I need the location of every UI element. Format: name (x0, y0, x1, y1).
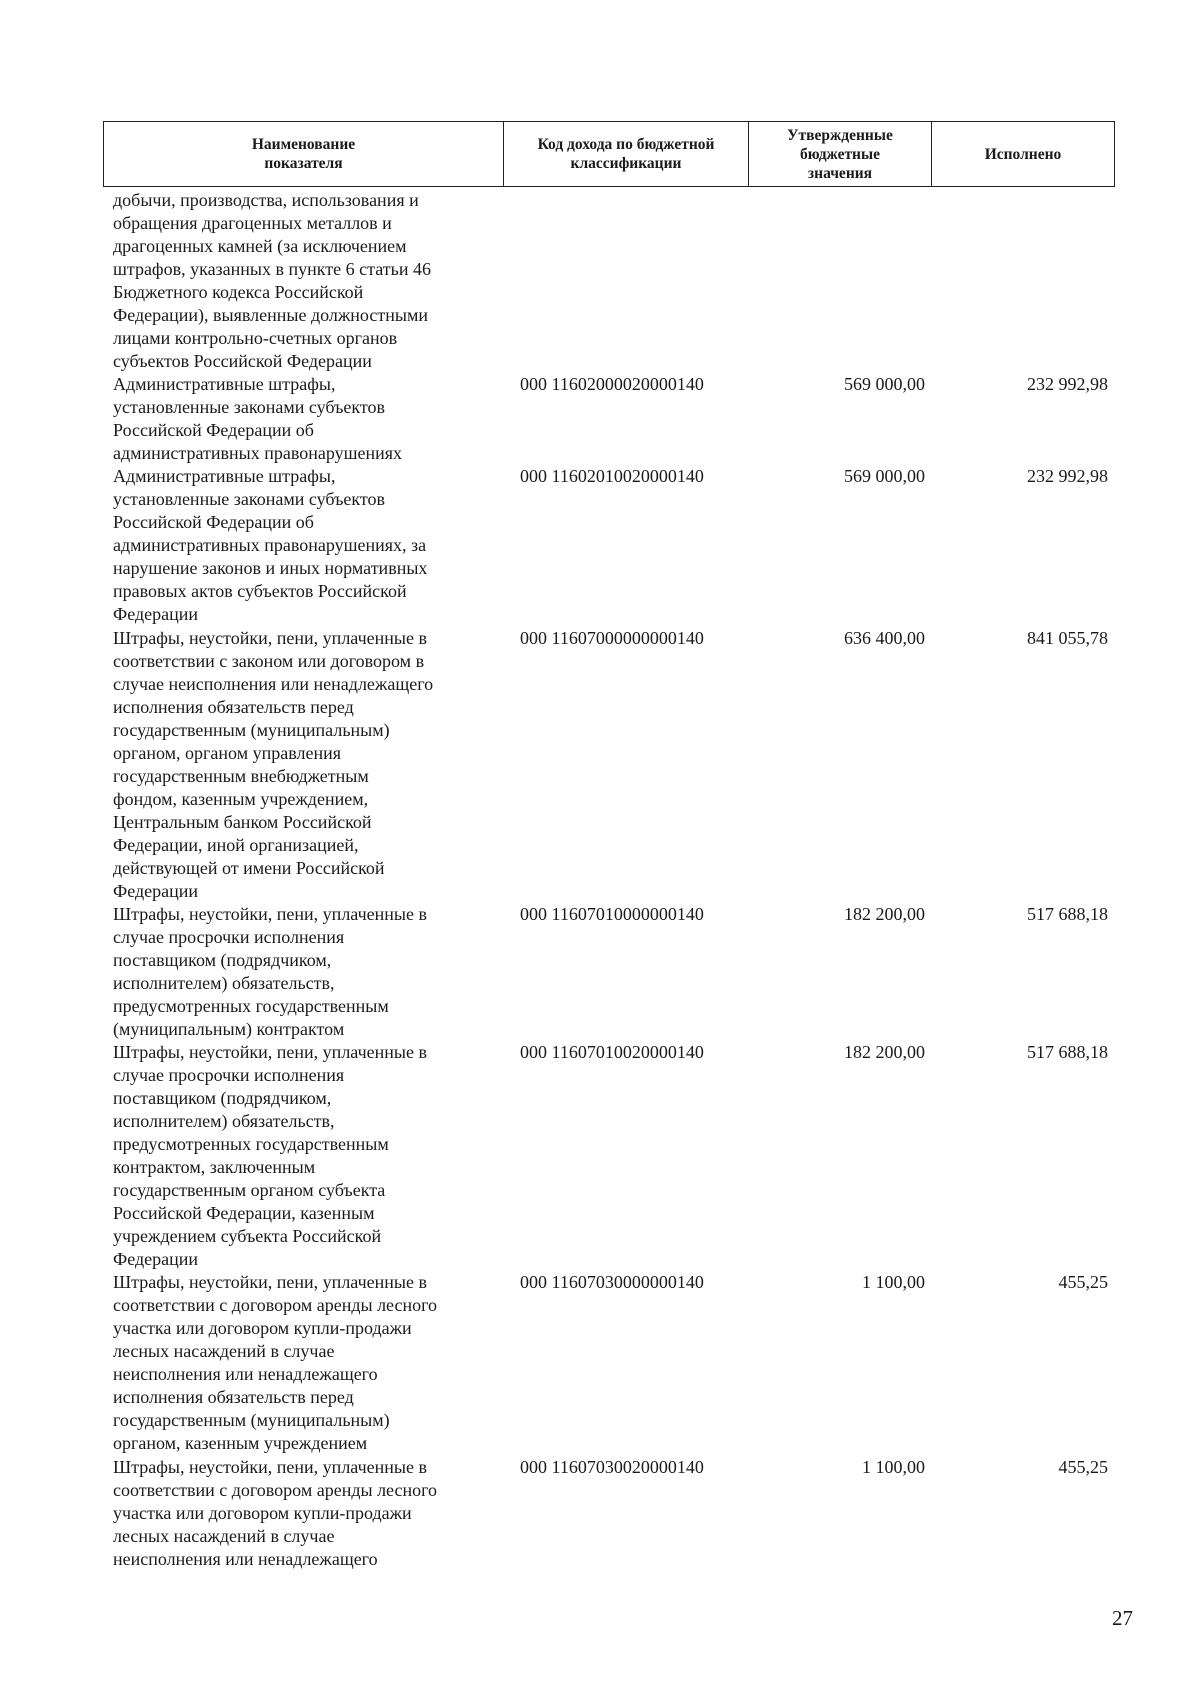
row-name: Штрафы, неустойки, пени, уплаченные в соответствии с законом или договором в случае неисполнения или ненадлежащего исполнения обязательств перед государственным (муниципальным) органом, органом управления государственным внебюджетным фондом, казенным учреждением, Центральным банком Российской Федерации, иной организацией, действующей от имени Российской Федерации (113, 628, 434, 901)
row-done: 455,25 (1058, 1272, 1108, 1292)
row-name: Штрафы, неустойки, пени, уплаченные в соответствии с договором аренды лесного участка или договором купли-продажи лесных насаждений в случае неисполнения или ненадлежащего (113, 1457, 438, 1569)
row-code: 000 11607000000000140 (520, 628, 704, 648)
row-approved: 182 200,00 (844, 1042, 925, 1062)
row-approved: 636 400,00 (844, 628, 925, 648)
row-code: 000 11607030020000140 (520, 1457, 704, 1477)
header-name-label: Наименование показателя (251, 136, 356, 172)
row-code: 000 11602010020000140 (520, 466, 704, 486)
row-name: Штрафы, неустойки, пени, уплаченные в случае просрочки исполнения поставщиком (подрядчиком, исполнителем) обязательств, предусмотренных государственным (муниципальным) контрактом (113, 904, 427, 1039)
header-code-label: Код дохода по бюджетной классификации (537, 136, 715, 172)
row-code: 000 11602000020000140 (520, 374, 704, 394)
header-done-label: Исполнено (984, 145, 1062, 163)
row-approved: 569 000,00 (844, 374, 925, 394)
row-code: 000 11607010020000140 (520, 1042, 704, 1062)
row-code: 000 11607010000000140 (520, 904, 704, 924)
row-done: 517 688,18 (1027, 1042, 1108, 1062)
row-name: Штрафы, неустойки, пени, уплаченные в случае просрочки исполнения поставщиком (подрядчиком, исполнителем) обязательств, предусмотренных государственным контрактом, заключенным государственным органом субъекта Российской Федерации, казенным учреждением субъекта Российской Федерации (113, 1042, 427, 1269)
row-approved: 1 100,00 (862, 1272, 925, 1292)
row-name: Административные штрафы, установленные законами субъектов Российской Федерации об административных правонарушениях, за нарушение законов и иных нормативных правовых актов субъектов Российской Федерации (113, 466, 428, 624)
row-done: 517 688,18 (1027, 904, 1108, 924)
row-done: 232 992,98 (1027, 466, 1108, 486)
header-approved-label: Утвержденные бюджетные значения (787, 126, 893, 182)
row-name: Штрафы, неустойки, пени, уплаченные в соответствии с договором аренды лесного участка или договором купли-продажи лесных насаждений в случае неисполнения или ненадлежащего исполнения обязательств перед государственным (муниципальным) органом, казенным учреждением (113, 1272, 438, 1453)
row-done: 232 992,98 (1027, 374, 1108, 394)
row-done: 841 055,78 (1027, 628, 1108, 648)
row-approved: 182 200,00 (844, 904, 925, 924)
row-name: Административные штрафы, установленные законами субъектов Российской Федерации об административных правонарушениях (113, 374, 403, 463)
row-approved: 1 100,00 (862, 1457, 925, 1477)
row-name: добычи, производства, использования и обращения драгоценных металлов и драгоценных камней (за исключением штрафов, указанных в пункте 6 статьи 46 Бюджетного кодекса Российской Федерации), выявленные должностными лицами контрольно-счетных органов субъектов Российской Федерации (113, 190, 431, 371)
row-approved: 569 000,00 (844, 466, 925, 486)
page-number: 27 (1112, 1606, 1133, 1630)
row-code: 000 11607030000000140 (520, 1272, 704, 1292)
row-done: 455,25 (1058, 1457, 1108, 1477)
